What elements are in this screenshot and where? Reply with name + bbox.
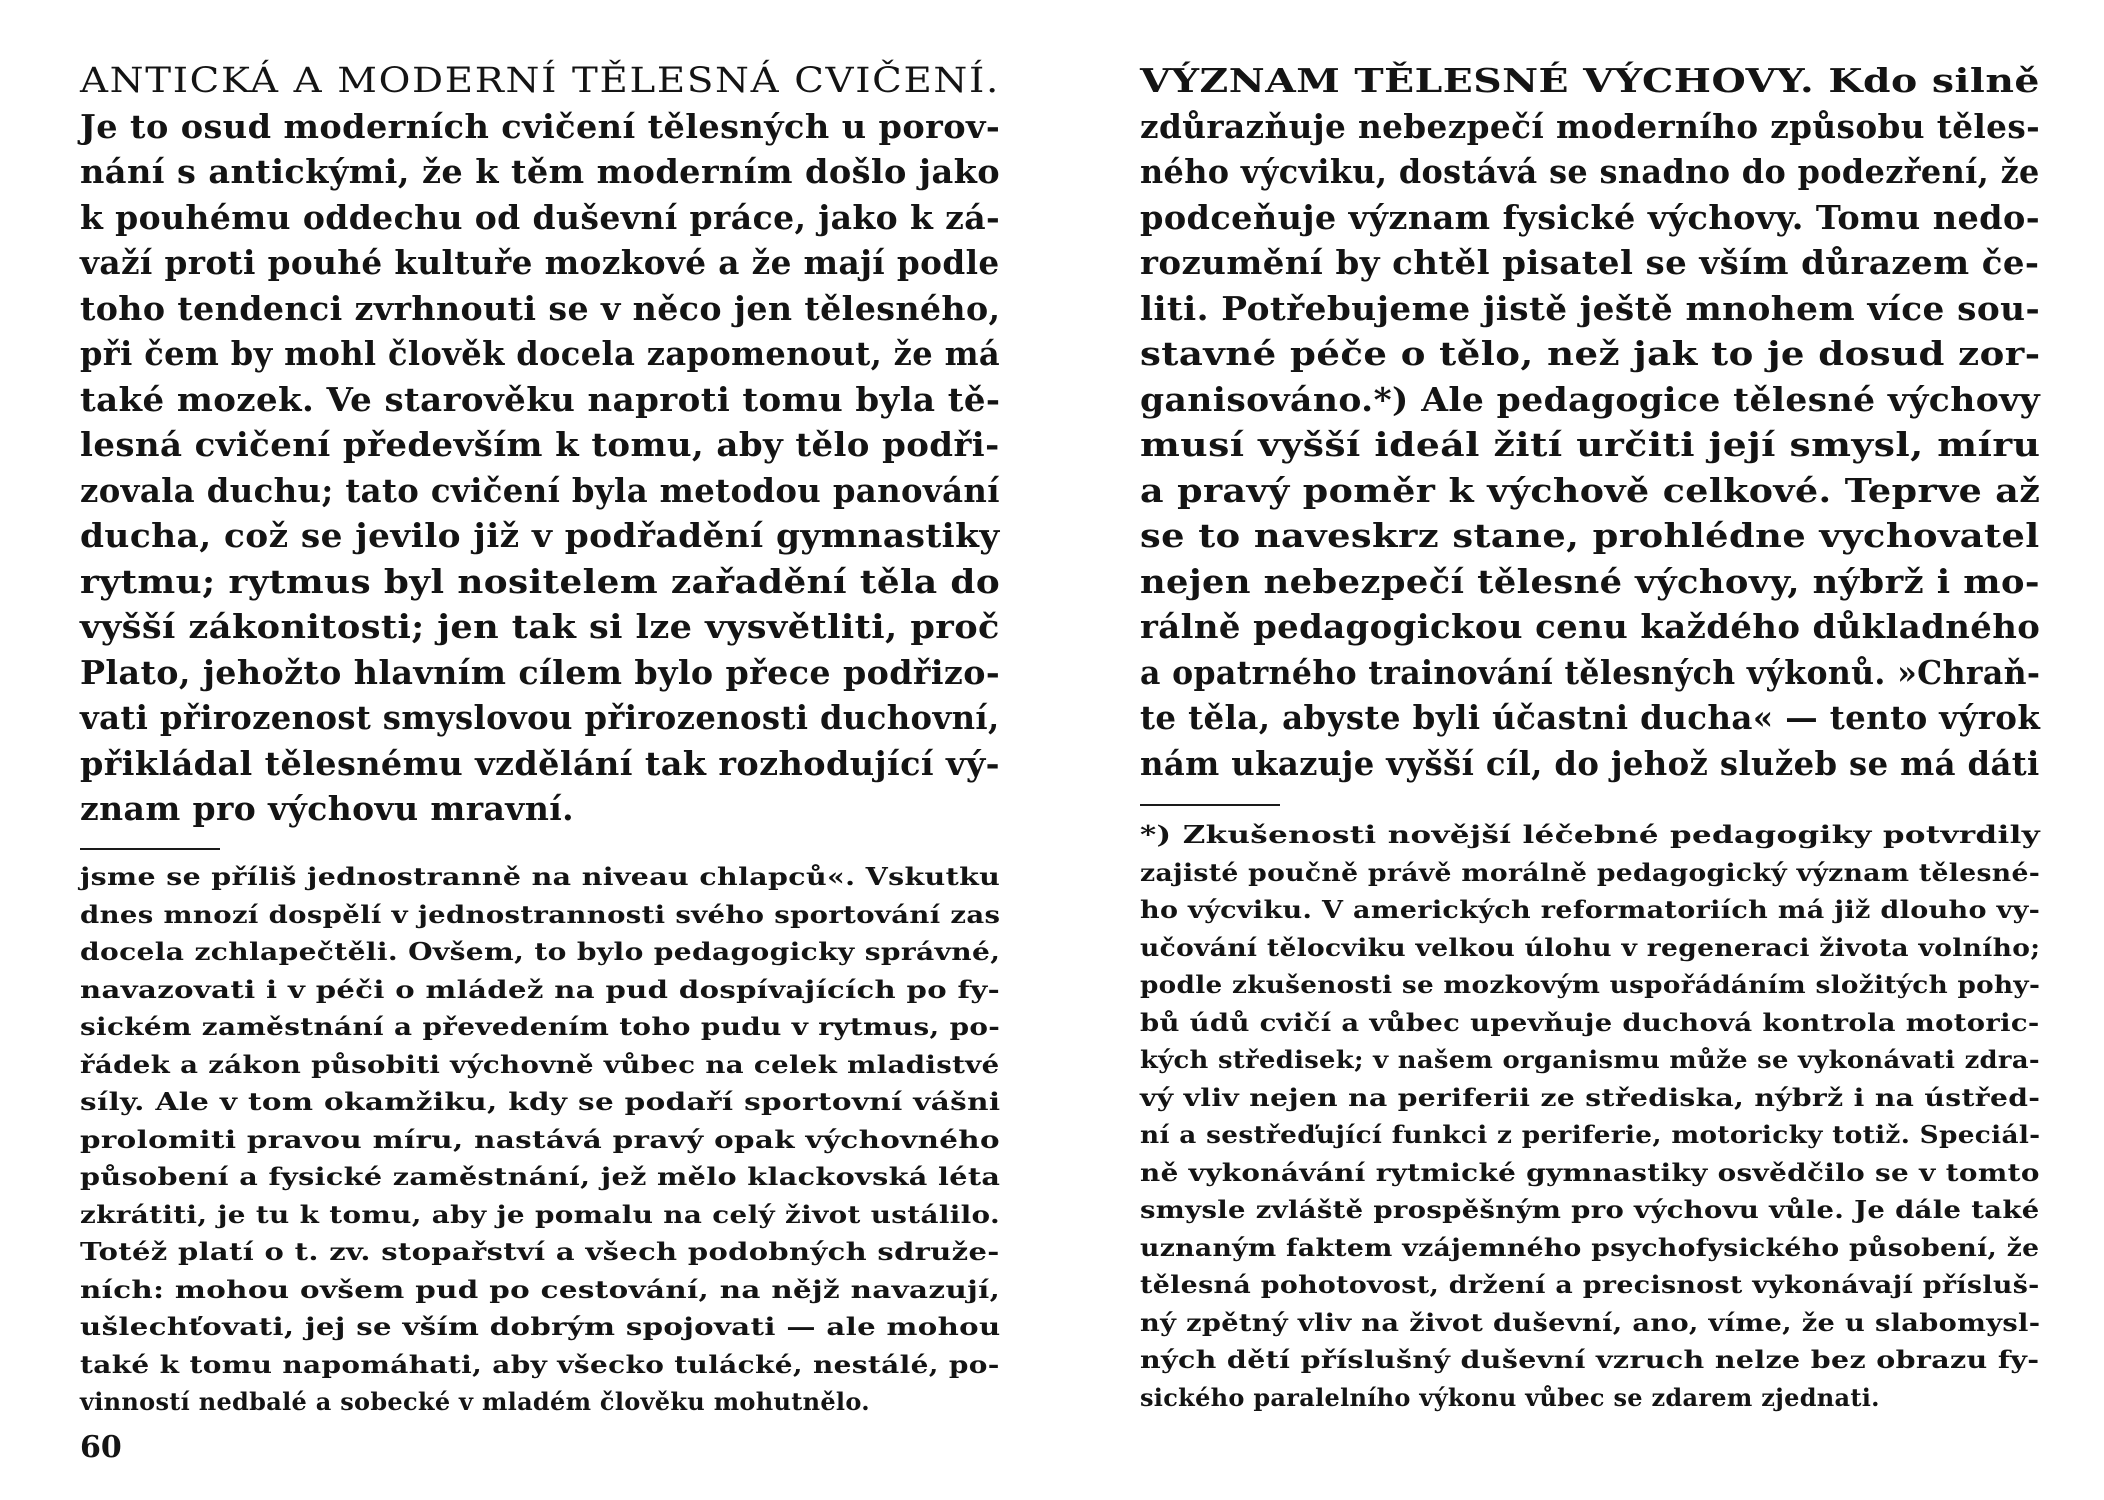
body-text-line: a pravý poměr k výchově celkové. Teprve až <box>1140 470 2041 510</box>
footnote-line: smysle zvláště prospěšným pro výchovu vůle. Je dále také <box>1140 1195 2040 1224</box>
footnote-line: sického paralelního výkonu vůbec se zdarem zjednati. <box>1140 1382 1880 1412</box>
body-text-line: vyšší zákonitosti; jen tak si lze vysvětliti, proč <box>80 607 1000 646</box>
body-text-line: ducha, což se jevilo již v podřadění gymnastiky <box>80 516 1000 555</box>
body-text-line: znam pro výchovu mravní. <box>80 789 575 828</box>
footnote-line: navazovati i v péči o mládež na pud dospívajících po fy- <box>80 974 1001 1004</box>
footnote-line: zajisté poučně právě morálně pedagogický význam tělesné- <box>1140 857 2041 887</box>
body-text-line: lesná cvičení především k tomu, aby tělo podři- <box>80 425 1000 464</box>
footnote-line: vý vliv nejen na periferii ze střediska, nýbrž i na ústřed- <box>1140 1082 2041 1112</box>
page-number: 60 <box>80 1430 122 1465</box>
body-text-line: také mozek. Ve starověku naproti tomu byla tě- <box>80 379 1001 419</box>
footnote-line: zkrátiti, je tu k tomu, aby je pomalu na celý život ustálilo. <box>80 1199 1001 1229</box>
footnote-line: podle zkušenosti se mozkovým uspořádáním složitých pohy- <box>1140 970 2041 999</box>
body-text-line: zovala duchu; tato cvičení byla metodou panování <box>80 470 1000 510</box>
footnote-line: sickém zaměstnání a převedením toho pudu v rytmus, po- <box>80 1012 1001 1041</box>
footnote-line: bů údů cvičí a vůbec upevňuje duchová kontrola motoric- <box>1140 1007 2040 1037</box>
footnote-line: kých středisek; v našem organismu může se vykonávati zdra- <box>1140 1045 2040 1074</box>
body-text-line: rozumění by chtěl pisatel se vším důrazem če- <box>1140 243 2040 282</box>
body-text-line: nání s antickými, že k těm moderním došlo jako <box>80 152 1001 191</box>
footnote-line: působení a fysické zaměstnání, jež mělo klackovská léta <box>80 1162 1001 1191</box>
right-footnote-rule <box>1140 804 1280 806</box>
right-page <box>1140 0 2040 1500</box>
footnote-line: ně vykonávání rytmické gymnastiky osvědčilo se v tomto <box>1140 1157 2040 1187</box>
body-text-line: ganisováno.*) Ale pedagogice tělesné výchovy <box>1140 379 2041 419</box>
footnote-line: řádek a zákon působiti výchovně vůbec na celek mladistvé <box>80 1049 1000 1079</box>
footnote-line: jsme se příliš jednostranně na niveau chlapců«. Vskutku <box>80 862 1001 891</box>
body-text-line: vati přirozenost smyslovou přirozenosti duchovní, <box>80 698 1000 737</box>
body-text-line: zdůrazňuje nebezpečí moderního způsobu těles- <box>1140 106 2041 146</box>
body-text-line: podceňuje význam fysické výchovy. Tomu nedo- <box>1140 197 2041 237</box>
footnote-line: dnes mnozí dospělí v jednostrannosti svého sportování zas <box>80 899 1001 929</box>
footnote-line: docela zchlapečtěli. Ovšem, to bylo pedagogicky správné, <box>80 937 1001 966</box>
footnote-line: ních: mohou ovšem pud po cestování, na nějž navazují, <box>80 1274 1001 1304</box>
body-text-line: rálně pedagogickou cenu každého důkladného <box>1140 607 2041 646</box>
body-text-line: te těla, abyste byli účastni ducha« — tento výrok <box>1140 698 2041 737</box>
body-text-line: při čem by mohl člověk docela zapomenout, že má <box>80 334 1001 373</box>
body-text-line: stavné péče o tělo, než jak to je dosud zor- <box>1140 334 2041 373</box>
body-text-line: a opatrného trainování tělesných výkonů. »Chraň- <box>1140 652 2041 692</box>
body-text-line: važí proti pouhé kultuře mozkové a že mají podle <box>80 243 1000 282</box>
body-text-line: se to naveskrz stane, prohlédne vychovatel <box>1140 516 2040 555</box>
body-text-line: liti. Potřebujeme jistě ještě mnohem více sou- <box>1140 288 2041 328</box>
body-text-line: Plato, jehožto hlavním cílem bylo přece podřizo- <box>80 652 1001 692</box>
footnote-line: ní a sestřeďující funkci z periferie, motoricky totiž. Speciál- <box>1140 1120 2041 1149</box>
body-text-line: VÝZNAM TĚLESNÉ VÝCHOVY. Kdo silně <box>1140 61 2040 100</box>
body-text-line: nám ukazuje vyšší cíl, do jehož služeb se má dáti <box>1140 743 2040 783</box>
footnote-line: síly. Ale v tom okamžiku, kdy se podaří sportovní vášni <box>80 1087 1001 1116</box>
body-text-line: přikládal tělesnému vzdělání tak rozhodující vý- <box>80 743 1000 783</box>
footnote-line: ných dětí příslušný duševní vzruch nelze bez obrazu fy- <box>1140 1345 2040 1374</box>
body-text-line: ného výcviku, dostává se snadno do podezření, že <box>1140 152 2040 191</box>
left-footnote-rule <box>80 848 220 850</box>
footnote-line: učování tělocviku velkou úlohu v regeneraci života volního; <box>1140 932 2041 962</box>
footnote-line: ušlechťovati, jej se vším dobrým spojovati — ale mohou <box>80 1312 1001 1341</box>
footnote-line: ho výcviku. V amerických reformatoriích má již dlouho vy- <box>1140 895 2041 924</box>
section-heading: ANTICKÁ A MODERNÍ TĚLESNÁ CVIČENÍ. <box>80 61 1000 101</box>
left-page <box>80 0 1000 1500</box>
footnote-line: vinností nedbalé a sobecké v mladém člověku mohutnělo. <box>80 1387 870 1416</box>
footnote-line: prolomiti pravou míru, nastává pravý opak výchovného <box>80 1124 1000 1154</box>
body-text-line: nejen nebezpečí tělesné výchovy, nýbrž i mo- <box>1140 561 2040 601</box>
footnote-line: také k tomu napomáhati, aby všecko tulácké, nestálé, po- <box>80 1349 1000 1379</box>
footnote-line: uznaným faktem vzájemného psychofysického působení, že <box>1140 1232 2040 1262</box>
footnote-line: *) Zkušenosti novější léčebné pedagogiky potvrdily <box>1140 820 2041 849</box>
body-text-line: musí vyšší ideál žití určiti její smysl, míru <box>1140 425 2041 464</box>
body-text-line: Je to osud moderních cvičení tělesných u porov- <box>80 106 1001 146</box>
body-text-line: toho tendenci zvrhnouti se v něco jen tělesného, <box>80 288 1001 328</box>
footnote-line: tělesná pohotovost, držení a precisnost vykonávají přísluš- <box>1140 1270 2040 1299</box>
body-text-line: rytmu; rytmus byl nositelem zařadění těla do <box>80 561 1001 601</box>
footnote-line: ný zpětný vliv na život duševní, ano, víme, že u slabomysl- <box>1140 1307 2041 1337</box>
body-text-line: k pouhému oddechu od duševní práce, jako k zá- <box>80 197 1001 237</box>
footnote-line: Totéž platí o t. zv. stopařství a všech podobných sdruže- <box>80 1237 1000 1266</box>
